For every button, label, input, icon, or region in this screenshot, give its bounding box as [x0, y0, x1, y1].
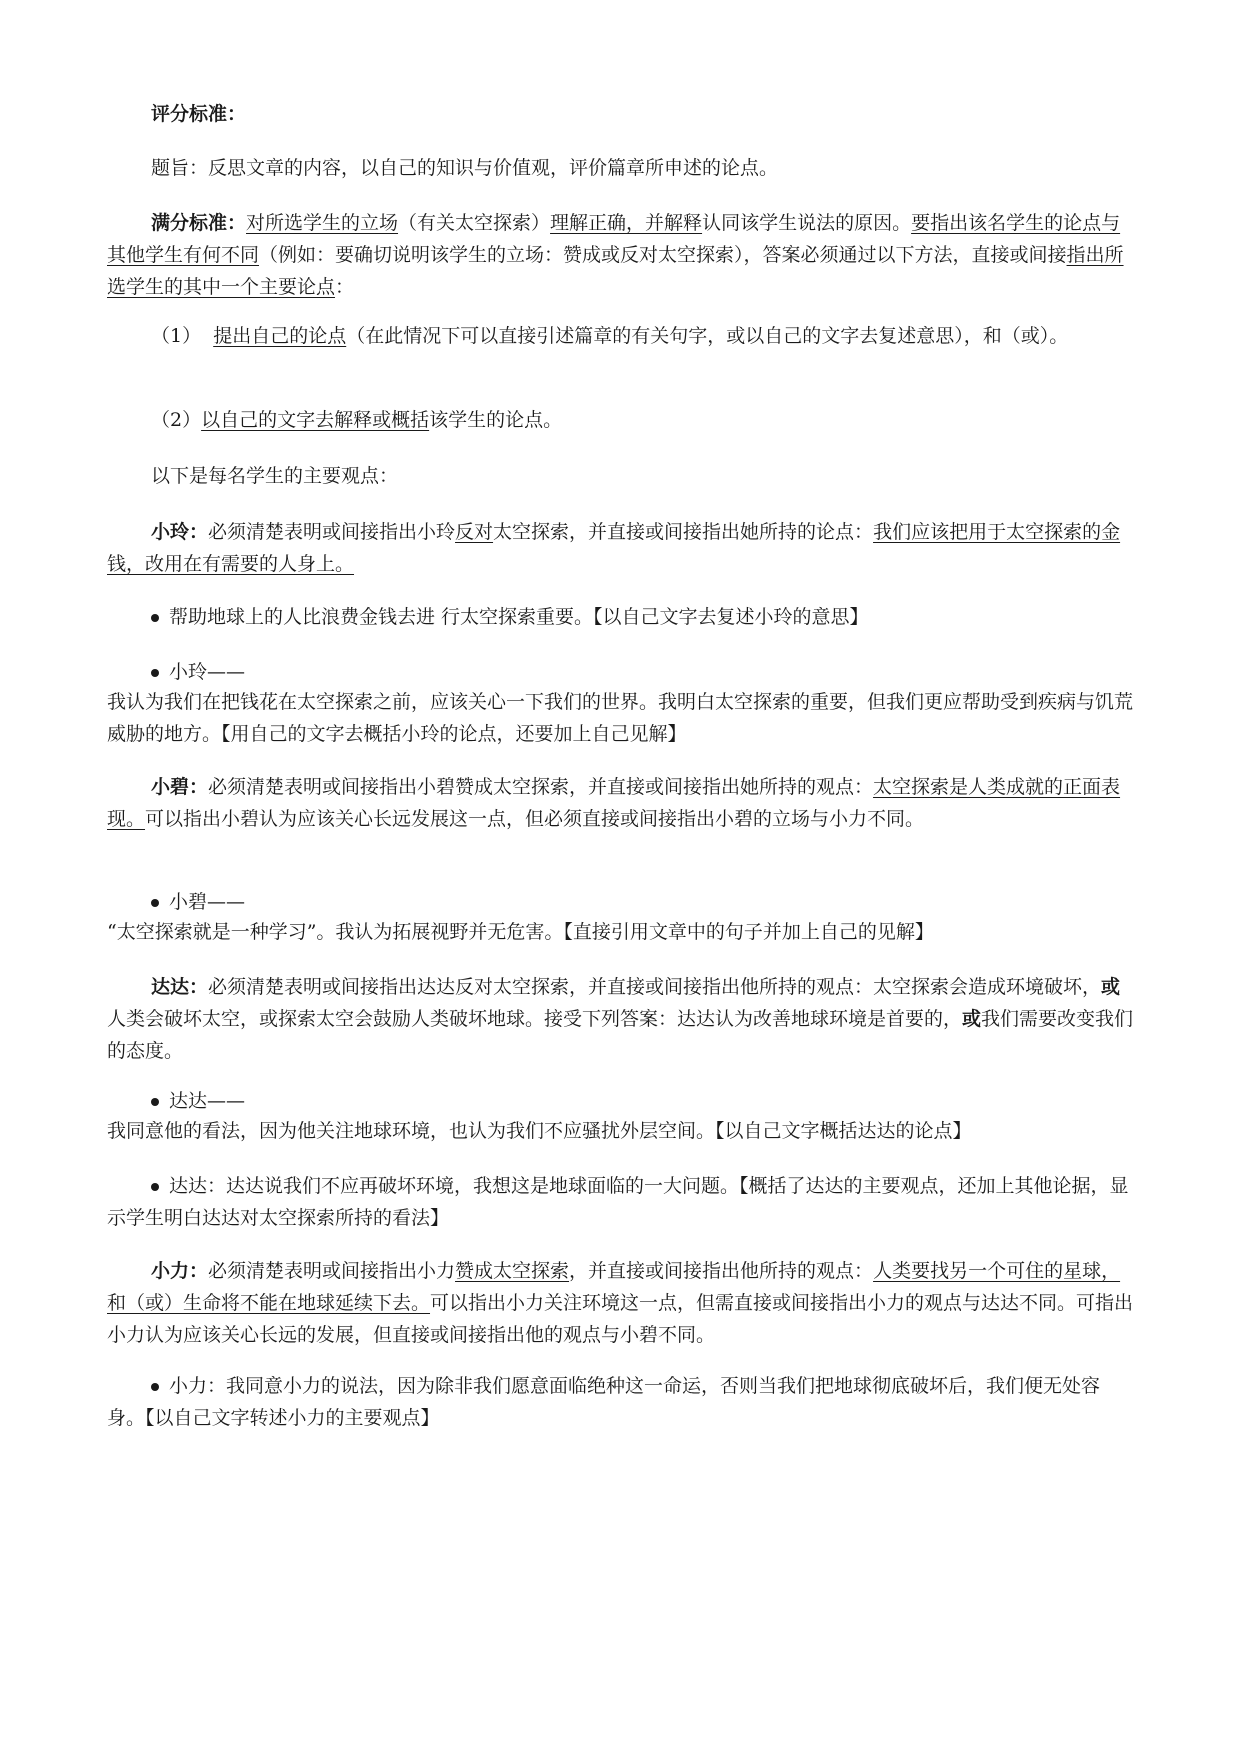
full-marks-criteria: 满分标准：对所选学生的立场（有关太空探索）理解正确，并解释认同该学生说法的原因。要指出该名学生的论点与其他学生有何不同（例如：要确切说明该学生的立场：赞成或反对太空探索），答案必须通过以下方法，直接或间接指出所选学生的其中一个主要论点： [107, 212, 1124, 298]
bullet-icon [151, 1383, 159, 1391]
dada-criteria: 达达：必须清楚表明或间接指出达达反对太空探索，并直接或间接指出他所持的观点：太空探索会造成环境破坏，或人类会破坏太空，或探索太空会鼓励人类破坏地球。接受下列答案：达达认为改善地球环境是首要的，或我们需要改变我们的态度。 [107, 976, 1134, 1062]
method-1: （1） 提出自己的论点（在此情况下可以直接引述篇章的有关句字，或以自己的文字去复述意思），和（或）。 [151, 325, 1069, 347]
xiaobi-example-title: 小碧—— [107, 886, 1181, 918]
xiaoli-example: 小力：我同意小力的说法，因为除非我们愿意面临绝种这一命运，否则当我们把地球彻底破坏后，我们便无处容身。【以自己文字转述小力的主要观点】 [107, 1375, 1101, 1429]
method-2: （2）以自己的文字去解释或概括该学生的论点。 [151, 409, 563, 431]
xiaoling-criteria: 小玲：必须清楚表明或间接指出小玲反对太空探索，并直接或间接指出她所持的论点：我们应该把用于太空探索的金钱，改用在有需要的人身上。 [107, 521, 1121, 575]
bullet-icon [151, 1098, 159, 1106]
bullet-icon [151, 899, 159, 907]
xiaoli-criteria: 小力：必须清楚表明或间接指出小力赞成太空探索，并直接或间接指出他所持的观点：人类要找另一个可住的星球，和（或）生命将不能在地球延续下去。可以指出小力关注环境这一点，但需直接或间接指出小力的观点与达达不同。可指出小力认为应该关心长远的发展，但直接或间接指出他的观点与小碧不同。 [107, 1260, 1134, 1346]
bullet-icon [151, 669, 159, 677]
xiaobi-example-body: “太空探索就是一种学习”。我认为拓展视野并无危害。【直接引用文章中的句子并加上自己的见解】 [107, 921, 934, 943]
bullet-icon [151, 614, 159, 622]
heading: 评分标准： [151, 103, 247, 125]
xiaoling-example-2-title: 小玲—— [107, 656, 1181, 688]
dada-example-2: 达达：达达说我们不应再破坏环境，我想这是地球面临的一大问题。【概括了达达的主要观点，还加上其他论据，显示学生明白达达对太空探索所持的看法】 [107, 1175, 1129, 1229]
dada-example-1-body: 我同意他的看法，因为他关注地球环境，也认为我们不应骚扰外层空间。【以自己文字概括达达的论点】 [107, 1120, 972, 1142]
theme: 题旨：反思文章的内容，以自己的知识与价值观，评价篇章所申述的论点。 [151, 157, 779, 179]
bullet-icon [151, 1183, 159, 1191]
dada-example-1-title: 达达—— [107, 1085, 1181, 1117]
xiaoling-example-2-body: 我认为我们在把钱花在太空探索之前，应该关心一下我们的世界。我明白太空探索的重要，但我们更应帮助受到疾病与饥荒威胁的地方。【用自己的文字去概括小玲的论点，还要加上自己见解】 [107, 691, 1134, 745]
xiaoling-example-1: 帮助地球上的人比浪费金钱去进 行太空探索重要。【以自己文字去复述小玲的意思】 [107, 601, 1181, 633]
intro-line: 以下是每名学生的主要观点： [151, 465, 399, 487]
xiaobi-criteria: 小碧：必须清楚表明或间接指出小碧赞成太空探索，并直接或间接指出她所持的观点：太空探索是人类成就的正面表现。可以指出小碧认为应该关心长远发展这一点，但必须直接或间接指出小碧的立场与小力不同。 [107, 776, 1121, 830]
